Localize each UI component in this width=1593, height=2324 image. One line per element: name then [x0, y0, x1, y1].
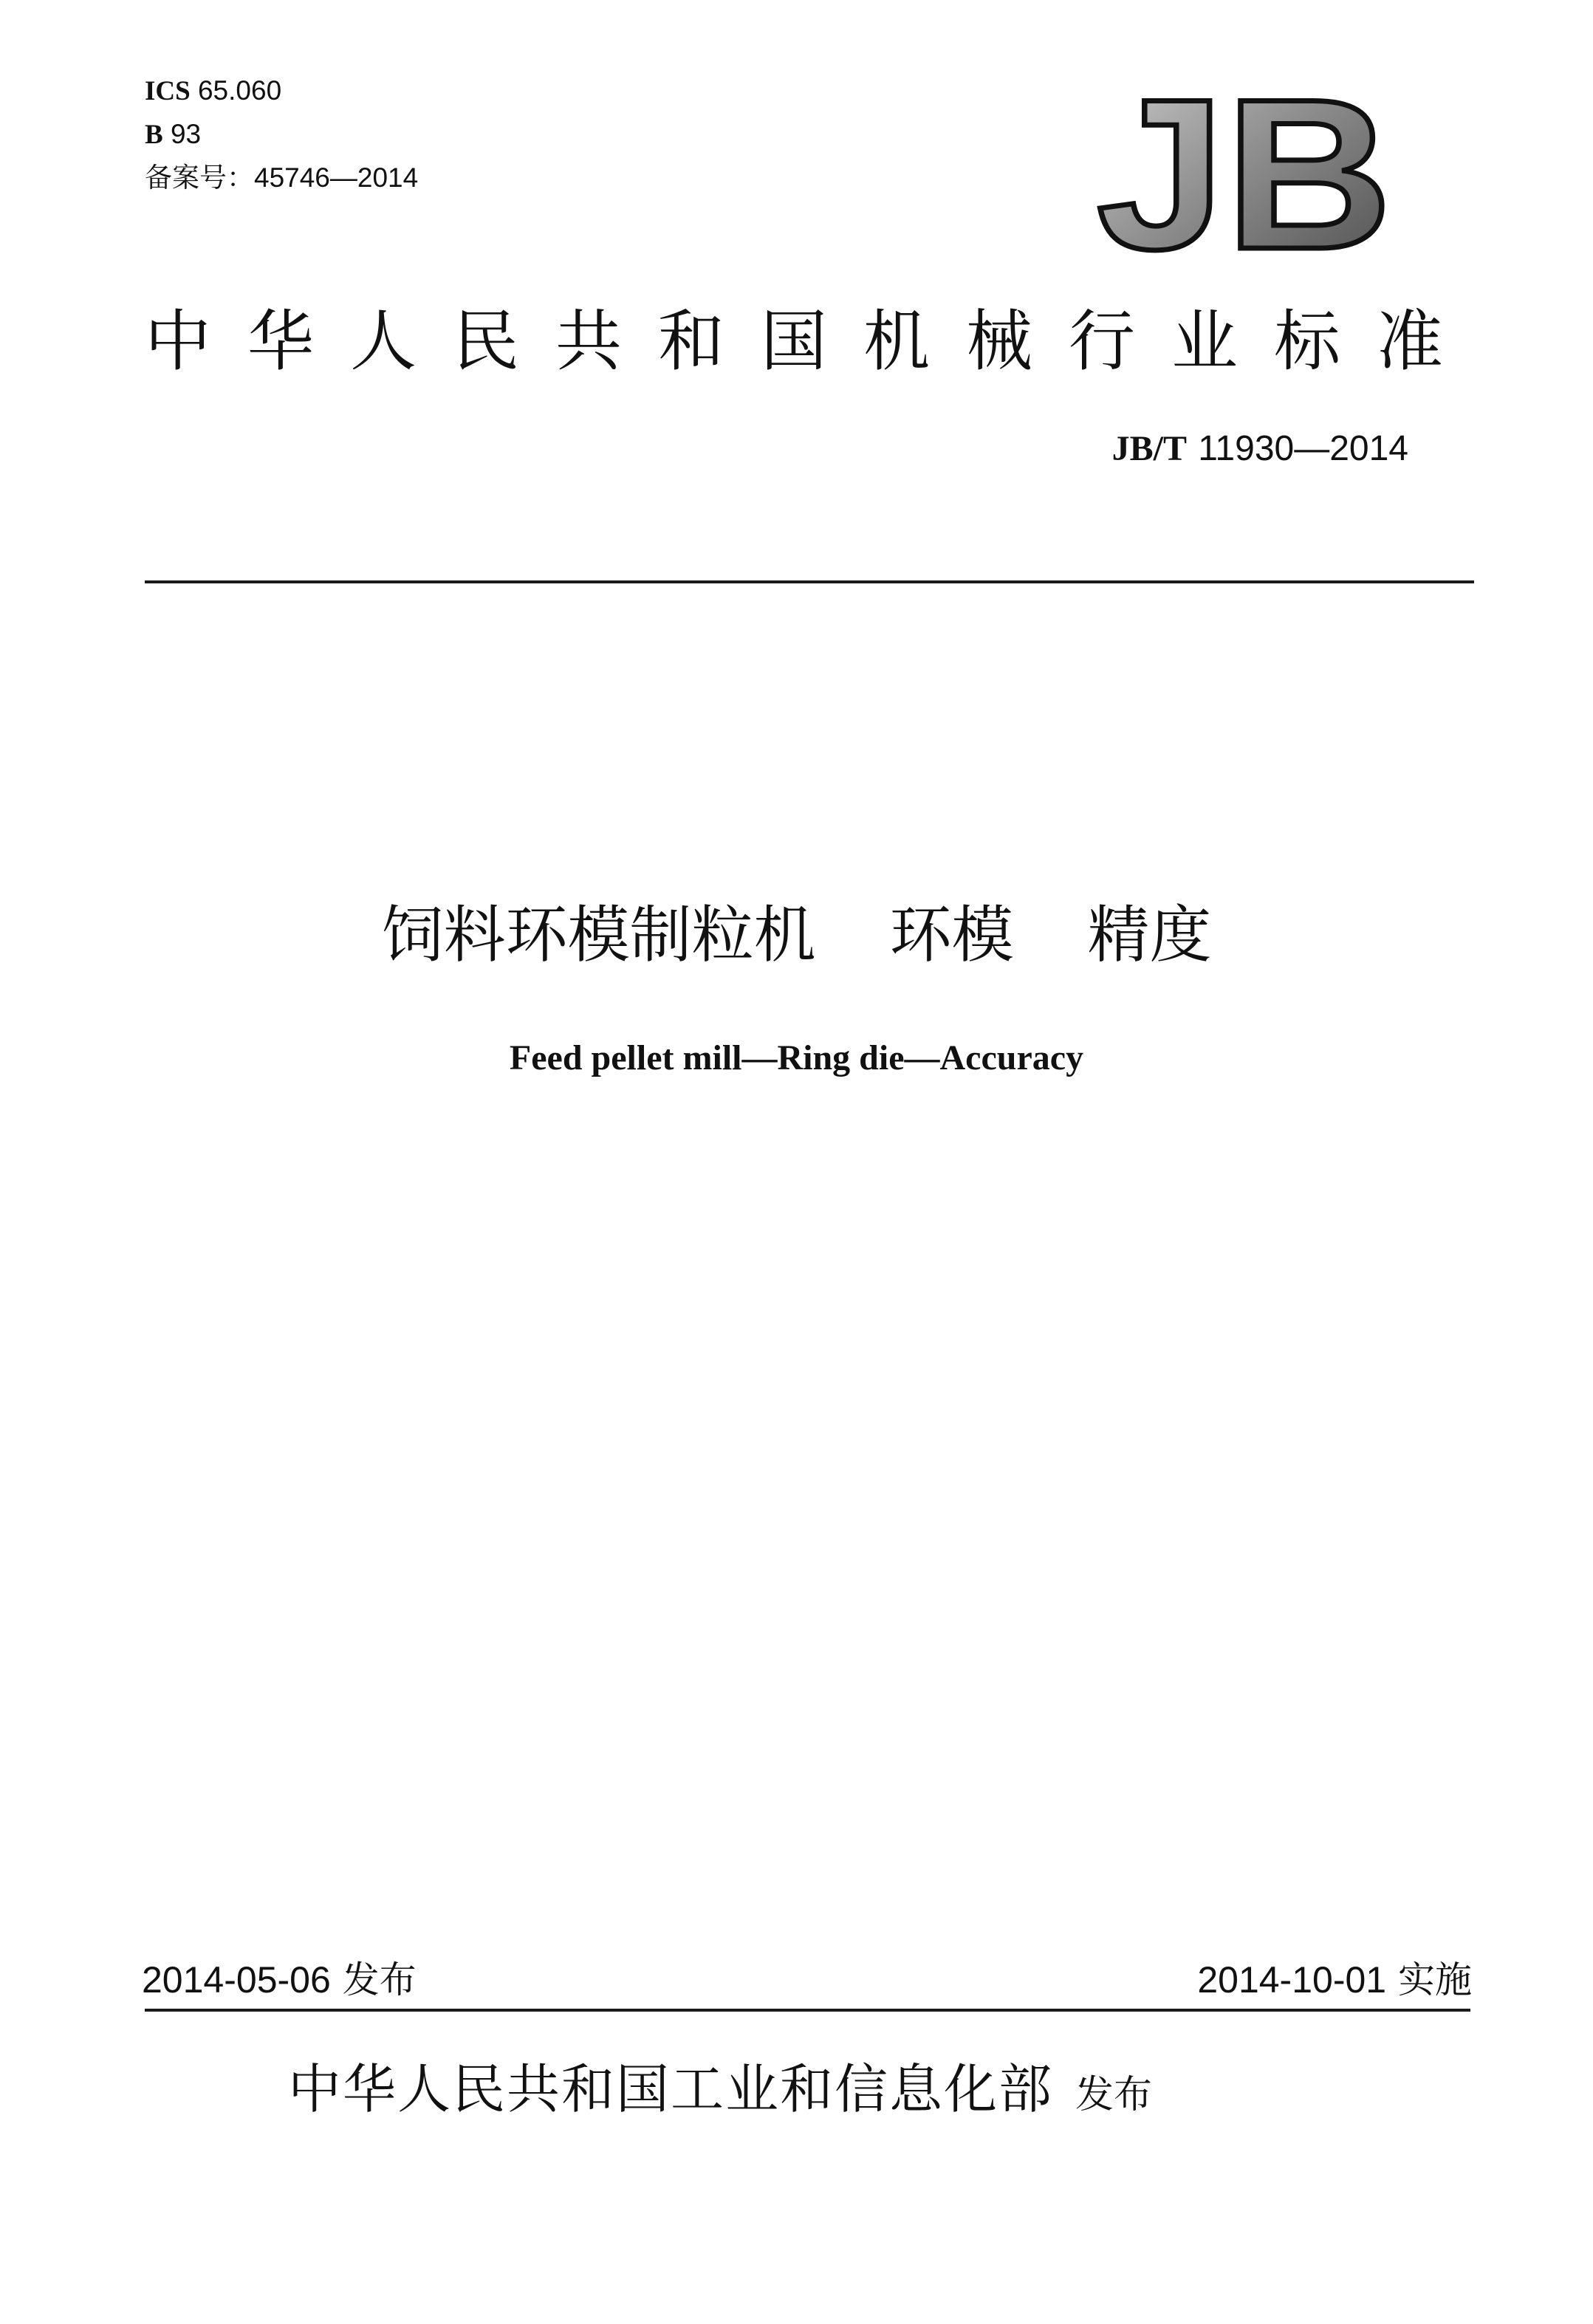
footer-divider: [145, 2009, 1470, 2012]
ics-number: 65.060: [197, 75, 282, 106]
standard-code-prefix: JB/T: [1111, 429, 1188, 468]
publish-date: [142, 1954, 417, 2006]
record-label: 备案号：: [145, 162, 254, 193]
issuing-authority: [288, 2049, 1152, 2136]
header-divider: [145, 580, 1474, 583]
classification-block: [145, 69, 418, 199]
title-part-product: 饲料环模制粒机: [381, 899, 816, 971]
standard-code: [1112, 422, 1408, 475]
classification-code: [145, 113, 418, 157]
ics-prefix: ICS: [145, 76, 191, 106]
classification-prefix: B: [145, 120, 163, 150]
record-number: [145, 157, 418, 199]
publish-date-label: 发布: [342, 1958, 417, 2001]
implementation-date-value: 2014-10-01: [1197, 1959, 1387, 2001]
standard-code-number: 11930—2014: [1198, 429, 1408, 468]
implementation-date: [1197, 1954, 1472, 2006]
jb-logo-text: JB: [1097, 87, 1392, 264]
record-value: 45746—2014: [254, 162, 419, 193]
implementation-date-label: 实施: [1398, 1958, 1472, 2001]
issuing-action: 发布: [1075, 2073, 1153, 2117]
classification-number: 93: [170, 119, 202, 149]
document-title-english: Feed pellet mill—Ring die—Accuracy: [509, 1038, 1084, 1077]
jb-logo: [1093, 87, 1396, 264]
document-title-chinese: [0, 891, 1593, 979]
publish-date-value: 2014-05-06: [142, 1959, 331, 2001]
issuing-organization: 中华人民共和国工业和信息化部: [288, 2058, 1054, 2120]
standard-category-title: 中华人民共和国机械行业标准: [145, 303, 1479, 380]
ics-code: [145, 69, 418, 113]
title-part-component: 环模: [889, 899, 1014, 971]
title-part-aspect: 精度: [1087, 899, 1212, 971]
